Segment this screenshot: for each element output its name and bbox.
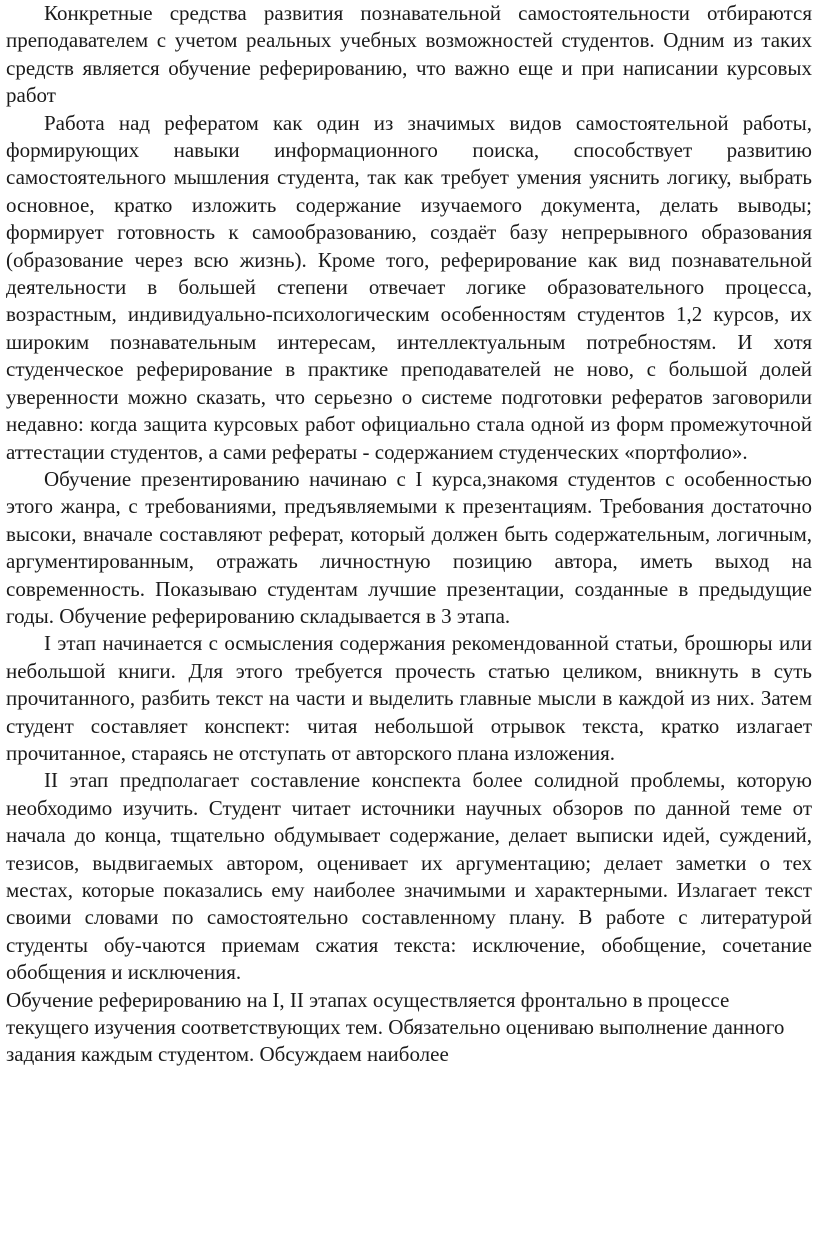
paragraph-abstract-work: Работа над рефератом как один из значимых видов самостоятельной работы, формирующих навыки информационного поиска, способствует развитию самостоятельного мышления студента, так как требует умения уяснить логику, выбрать основное, кратко изложить содержание изучаемого документа, делать выводы; формирует готовность к самообразованию, создаёт базу непрерывного образования (образование через всю жизнь). Кроме того, реферирование как вид познавательной деятельности в большей степени отвечает логике образовательного процесса, возрастным, индивидуально-психологическим особенностям студентов 1,2 курсов, их широким познавательным интересам, интеллектуальным потребностям. И хотя студенческое реферирование в практике преподавателей не ново, с большой долей уверенности можно сказать, что серьезно о системе подготовки рефератов заговорили недавно: когда защита курсовых работ официально стала одной из форм промежуточной аттестации студентов, а сами рефераты - содержанием студенческих «портфолио». xyxy=(6,110,812,464)
paragraph-presentation-training: Обучение презентированию начинаю с I курса,знакомя студентов с особенностью этого жанра, с требованиями, предъявляемыми к презентациям. Требования достаточно высоки, вначале составляют реферат, который должен быть содержательным, логичным, аргументированным, отражать личностную позицию автора, иметь выход на современность. Показываю студентам лучшие презентации, созданные в предыдущие годы. Обучение реферированию складывается в 3 этапа. xyxy=(6,466,812,628)
document-page xyxy=(6,0,812,1069)
paragraph-stage-one: I этап начинается с осмысления содержания рекомендованной статьи, брошюры или небольшой книги. Для этого требуется прочесть статью целиком, вникнуть в суть прочитанного, разбить текст на части и выделить главные мысли в каждой из них. Затем студент составляет конспект: читая небольшой отрывок текста, кратко излагает прочитанное, стараясь не отступать от авторского плана изложения. xyxy=(6,631,812,765)
paragraph-stage-two: II этап предполагает составление конспекта более солидной проблемы, которую необходимо изучить. Студент читает источники научных обзоров по данной теме от начала до конца, тщательно обдумывает содержание, делает выписки идей, суждений, тезисов, выдвигаемых автором, оценивает их аргументацию; делает заметки о тех местах, которые показались ему наиболее значимыми и характерными. Излагает текст своими словами по самостоятельно составленному плану. В работе с литературой студенты обу-чаются приемам сжатия текста: исключение, обобщение, сочетание обобщения и исключения. xyxy=(6,768,812,985)
paragraph-intro: Конкретные средства развития познавательной самостоятельности отбираются преподавателем с учетом реальных учебных возможностей студентов. Одним из таких средств является обучение реферированию, что важно еще и при написании курсовых работ xyxy=(6,1,812,108)
paragraph-frontal-training: Обучение реферированию на I, II этапах осуществляется фронтально в процессе текущего изучения соответствующих тем. Обязательно оцениваю выполнение данного задания каждым студентом. Обсуждаем наиболее xyxy=(6,987,785,1067)
